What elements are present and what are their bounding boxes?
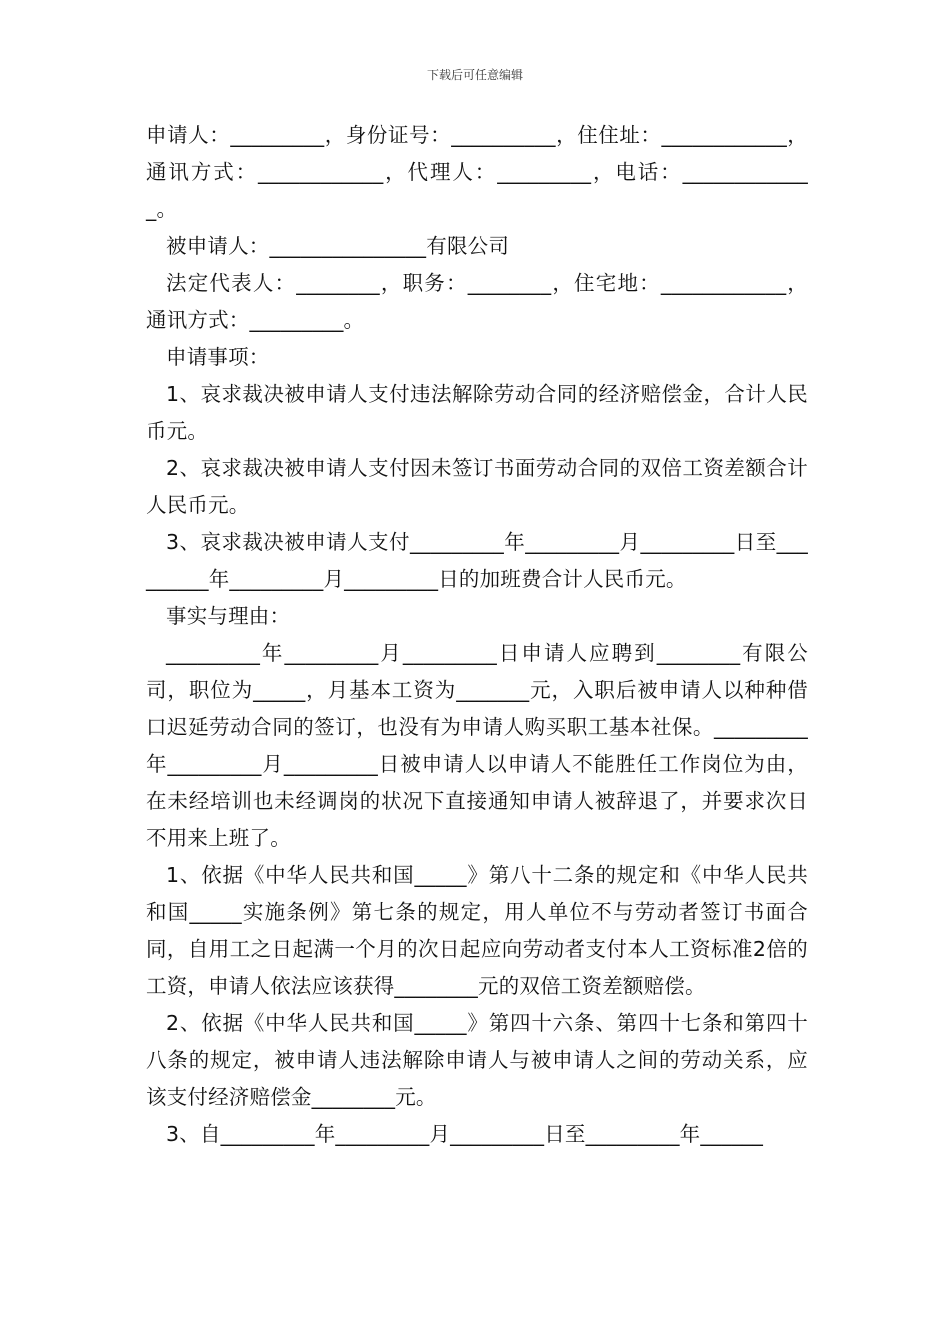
page-header: 下载后可任意编辑 — [426, 68, 523, 82]
paragraph-legal-representative: 法定代表人：________，职务：________，住宅地：____________，通讯方式：_________。 — [146, 271, 808, 332]
paragraph-claim-2: 2、哀求裁决被申请人支付因未签订书面劳动合同的双倍工资差额合计人民币元。 — [146, 456, 808, 517]
heading-application-items: 申请事项： — [166, 345, 270, 369]
paragraph-reason-2: 2、依据《中华人民共和国_____》第四十六条、第四十七条和第四十八条的规定，被申请人违法解除申请人与被申请人之间的劳动关系，应该支付经济赔偿金________元。 — [146, 1011, 808, 1109]
paragraph-respondent: 被申请人：_______________有限公司 — [166, 234, 510, 258]
paragraph-claim-1: 1、哀求裁决被申请人支付违法解除劳动合同的经济赔偿金，合计人民币元。 — [146, 382, 808, 443]
paragraph-claim-3: 3、哀求裁决被申请人支付_________年_________月_________日至_________年_________月_________日的加班费合计人民币元。 — [146, 530, 808, 591]
heading-facts-and-reasons: 事实与理由： — [166, 604, 291, 628]
paragraph-reason-3: 3、自_________年_________月_________日至_________年______ — [166, 1122, 764, 1146]
document-body — [146, 117, 808, 1153]
paragraph-applicant-info: 申请人：_________，身份证号：__________，住住址：____________，通讯方式：____________，代理人：_________，电话：_____________。 — [146, 123, 808, 221]
paragraph-reason-1: 1、依据《中华人民共和国_____》第八十二条的规定和《中华人民共和国_____实施条例》第七条的规定，用人单位不与劳动者签订书面合同，自用工之日起满一个月的次日起应向劳动者支付本人工资标准2倍的工资，申请人依法应该获得________元的双倍工资差额赔偿。 — [146, 863, 808, 998]
paragraph-facts: _________年_________月_________日申请人应聘到________有限公司，职位为_____，月基本工资为_______元，入职后被申请人以种种借口迟延劳动合同的签订，也没有为申请人购买职工基本社保。_________年_________月_________日被申请人以申请人不能胜任工作岗位为由，在未经培训也未经调岗的状况下直接通知申请人被辞退了，并要求次日不用来上班了。 — [146, 641, 808, 850]
